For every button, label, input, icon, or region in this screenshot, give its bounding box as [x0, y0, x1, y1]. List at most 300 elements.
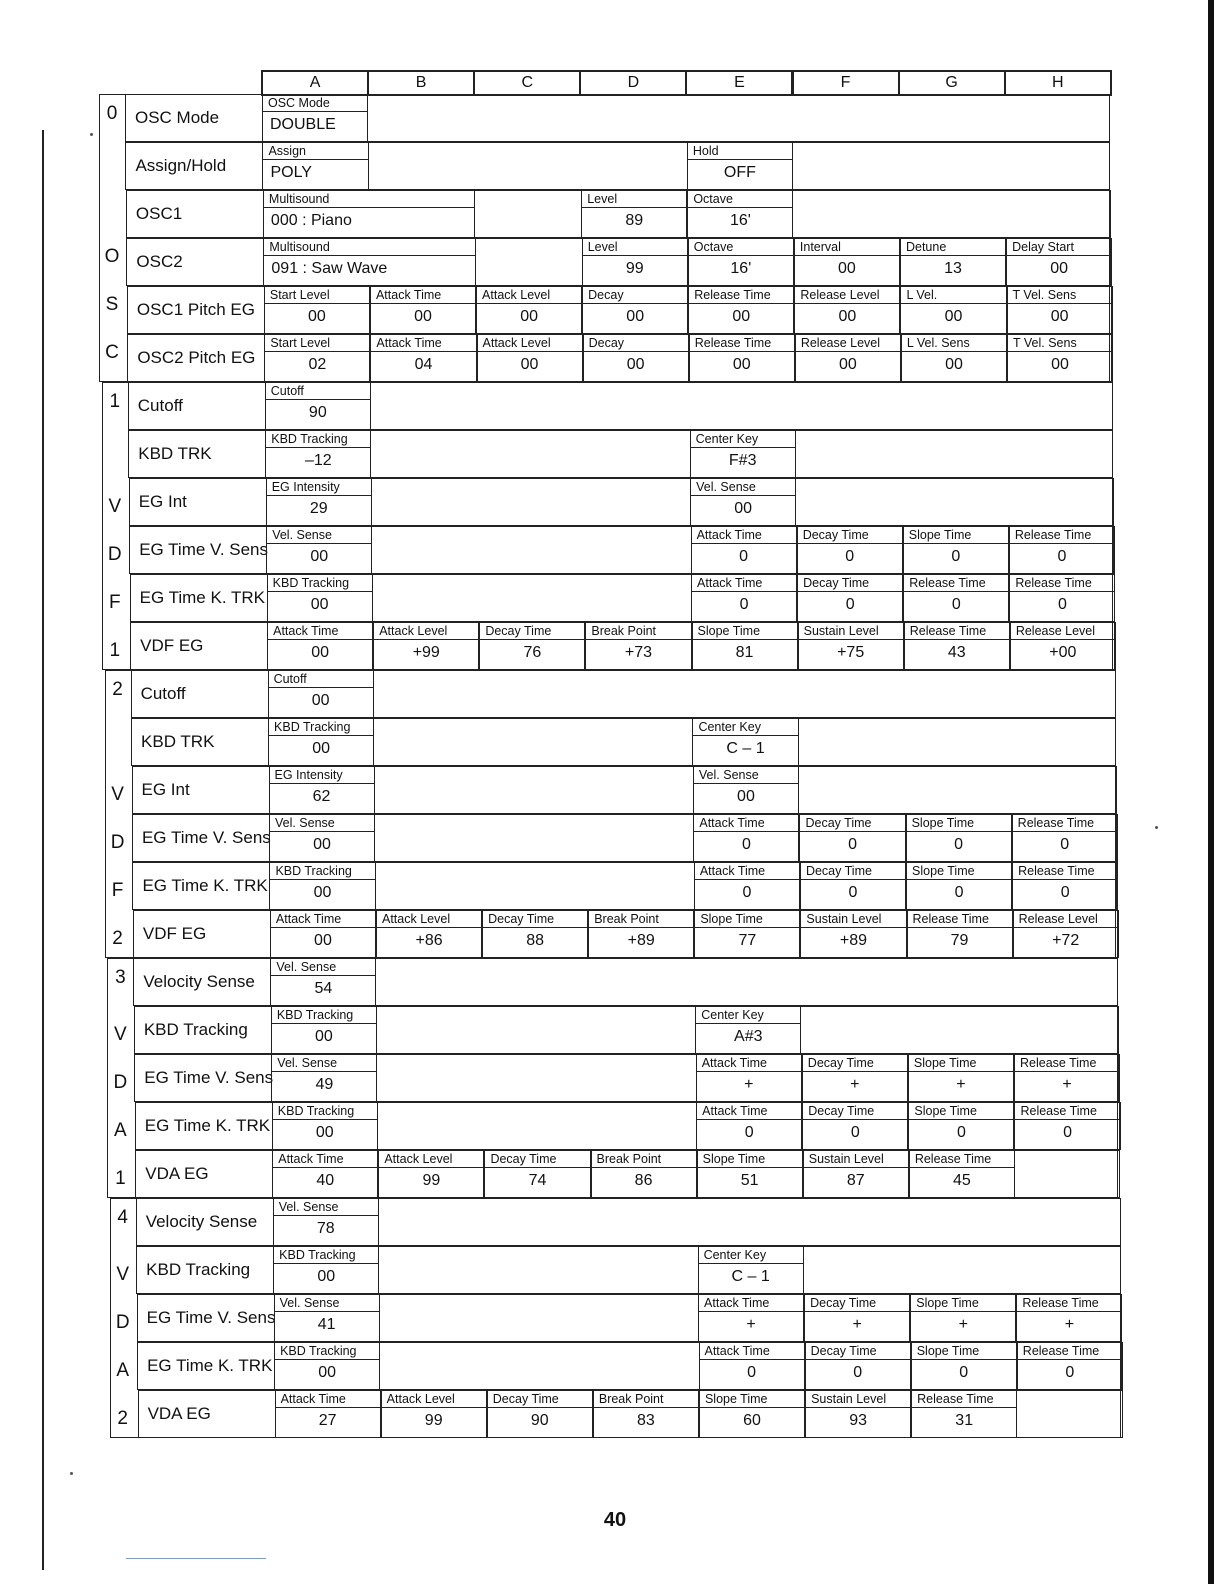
cell-label-divider — [266, 495, 372, 496]
cell-label-divider — [262, 111, 368, 112]
cell-label-divider — [262, 159, 368, 160]
section-letter: A — [116, 1359, 130, 1381]
cell-value: 0 — [853, 1364, 863, 1381]
column-header-c: C — [473, 70, 581, 96]
cell-value: 81 — [735, 644, 754, 661]
cell-label-divider — [800, 927, 906, 928]
cell-value: F#3 — [728, 452, 757, 469]
cell-label: Attack Time — [275, 912, 342, 926]
cell-label: T Vel. Sens — [1012, 288, 1077, 302]
section-letter: 2 — [117, 1407, 128, 1429]
cell-label: Break Point — [598, 1392, 664, 1406]
row-label: OSC1 — [135, 204, 183, 223]
section-letter: C — [105, 342, 119, 364]
cell-label: Vel. Sense — [276, 960, 337, 974]
cell-label: Start Level — [270, 336, 331, 350]
cell-label-divider — [697, 1167, 803, 1168]
cell-label: Sustain Level — [808, 1152, 884, 1166]
cell-label: Octave — [693, 192, 733, 206]
cell-label-divider — [693, 783, 799, 784]
cell-value: 90 — [530, 1412, 549, 1429]
cell-label: L Vel. — [906, 288, 938, 302]
cell-label-divider — [1013, 927, 1119, 928]
cell-label: Cutoff — [270, 384, 304, 398]
cell-label: Release Level — [1015, 624, 1096, 638]
cell-label: Release Time — [909, 624, 987, 638]
cell-label-divider — [370, 303, 476, 304]
cell-label-divider — [908, 1071, 1014, 1072]
cell-label-divider — [267, 639, 373, 640]
cell-label-divider — [1007, 351, 1113, 352]
cell-label-divider — [479, 639, 585, 640]
cell-label-divider — [1014, 1119, 1120, 1120]
cell-label: KBD Tracking — [276, 1008, 354, 1022]
cell-value: 87 — [846, 1172, 865, 1189]
section-letter: O — [104, 246, 120, 268]
cell-value: 0 — [744, 1124, 754, 1141]
cell-value: OFF — [723, 164, 756, 181]
cell-value: + — [746, 1316, 756, 1333]
cell-value: 0 — [850, 1124, 860, 1141]
row-label: EG Time K. TRK — [144, 1116, 271, 1135]
cell-label: Release Time — [1018, 864, 1095, 878]
cell-value: 00 — [311, 644, 330, 661]
cell-value: + — [956, 1076, 966, 1093]
column-header-f: F — [792, 70, 900, 96]
cell-label-divider — [900, 303, 1006, 304]
cell-label-divider — [689, 351, 795, 352]
section-number: 0 — [106, 103, 118, 124]
cell-label-divider — [901, 351, 1007, 352]
cell-label: Multisound — [268, 192, 330, 206]
cell-label: Decay Time — [488, 912, 555, 926]
row-label: Velocity Sense — [145, 1212, 258, 1231]
cell-label-divider — [797, 543, 903, 544]
cell-value: 0 — [1063, 1124, 1072, 1141]
cell-label: Center Key — [701, 1008, 764, 1022]
cell-label: Attack Time — [704, 1344, 770, 1358]
cell-label: OSC Mode — [268, 96, 330, 110]
cell-label-divider — [269, 783, 375, 784]
cell-label: Attack Time — [704, 1296, 770, 1310]
section-letter: V — [108, 495, 122, 517]
cell-label: Center Key — [698, 720, 761, 734]
cell-value: 74 — [528, 1172, 547, 1189]
cell-label: Start Level — [269, 288, 330, 302]
cell-value: 27 — [318, 1412, 337, 1429]
cell-label-divider — [688, 255, 794, 256]
cell-label-divider — [795, 351, 901, 352]
cell-value: 0 — [848, 884, 858, 901]
cell-label-divider — [692, 639, 798, 640]
cell-value: 00 — [1050, 308, 1069, 325]
cell-label-divider — [582, 303, 688, 304]
cell-label-divider — [1012, 879, 1118, 880]
cell-label-divider — [370, 351, 476, 352]
row-label: KBD TRK — [138, 444, 212, 463]
page-number: 40 — [603, 1509, 627, 1531]
cell-value: 00 — [308, 308, 326, 325]
cell-value: + — [1062, 1076, 1072, 1093]
cell-label: Slope Time — [912, 864, 975, 878]
cell-label-divider — [484, 1167, 590, 1168]
cell-value: 00 — [414, 308, 432, 325]
cell-label: Attack Time — [697, 576, 763, 590]
cell-label-divider — [269, 879, 375, 880]
column-header-h: H — [1004, 70, 1112, 96]
cell-label: Decay Time — [802, 528, 869, 542]
cell-label-divider — [583, 351, 689, 352]
row-label: VDA EG — [147, 1404, 211, 1423]
section-letter: S — [105, 294, 119, 316]
cell-label-divider — [273, 1263, 379, 1264]
cell-label-divider — [585, 639, 691, 640]
row-label: KBD TRK — [141, 732, 215, 751]
section-letter: 1 — [109, 639, 121, 661]
cell-label: Detune — [905, 240, 947, 254]
cell-label-divider — [691, 591, 797, 592]
cell-label: Break Point — [596, 1152, 662, 1166]
cell-label-divider — [797, 591, 903, 592]
row-label: VDA EG — [145, 1164, 209, 1183]
cell-value: +89 — [839, 932, 868, 949]
cell-label: Level — [587, 192, 618, 206]
cell-label-divider — [903, 543, 1009, 544]
cell-value: 00 — [838, 356, 857, 373]
cell-label: Attack Time — [702, 1104, 768, 1118]
cell-label-divider — [476, 303, 582, 304]
cell-label: Release Time — [694, 336, 772, 350]
cell-label: KBD Tracking — [272, 576, 350, 590]
row-label: Cutoff — [137, 396, 183, 415]
cell-value: 49 — [315, 1076, 334, 1093]
cell-label-divider — [267, 591, 373, 592]
cell-label-divider — [1016, 1311, 1122, 1312]
cell-label-divider — [582, 255, 688, 256]
cell-label: Decay Time — [803, 576, 870, 590]
cell-value: 40 — [316, 1172, 335, 1189]
cell-value: 99 — [422, 1172, 441, 1189]
cell-label: Attack Level — [482, 288, 551, 302]
cell-label: Multisound — [269, 240, 330, 254]
cell-value: 000 : Piano — [270, 212, 352, 229]
cell-label-divider — [266, 543, 372, 544]
cell-label-divider — [274, 1311, 380, 1312]
cell-label: Release Time — [912, 912, 989, 926]
cell-label-divider — [906, 879, 1012, 880]
cell-value: +89 — [627, 932, 655, 949]
cell-label-divider — [581, 207, 687, 208]
cell-label: Attack Level — [482, 336, 551, 350]
cell-label-divider — [911, 1359, 1017, 1360]
cell-label: Decay Time — [810, 1344, 877, 1358]
cell-label-divider — [378, 1167, 484, 1168]
cell-label: Slope Time — [697, 624, 761, 638]
cell-value: +00 — [1049, 644, 1077, 661]
cell-label-divider — [904, 639, 1010, 640]
cell-value: 0 — [845, 596, 855, 613]
cell-label: EG Intensity — [271, 480, 340, 494]
row-label: EG Time K. TRK — [139, 588, 265, 607]
cell-label-divider — [487, 1407, 593, 1408]
cell-label-divider — [909, 1167, 1015, 1168]
cell-value: 00 — [520, 308, 538, 325]
cell-value: 00 — [1051, 356, 1069, 373]
cell-label: Slope Time — [911, 816, 975, 830]
cell-label-divider — [799, 831, 905, 832]
cell-label: Delay Start — [1012, 240, 1074, 254]
cell-label-divider — [275, 1407, 381, 1408]
cell-label: Release Time — [1020, 1104, 1097, 1118]
cell-label-divider — [1007, 303, 1113, 304]
cell-label-divider — [268, 735, 374, 736]
cell-label-divider — [693, 831, 799, 832]
cell-value: 90 — [308, 404, 327, 421]
cell-value: 83 — [637, 1412, 655, 1429]
cell-label: Decay Time — [808, 1104, 875, 1118]
cell-label: Attack Time — [375, 288, 442, 302]
row-label: EG Time K. TRK — [142, 876, 268, 895]
cell-label-divider — [1006, 255, 1112, 256]
cell-label-divider — [798, 639, 904, 640]
cell-label: Decay — [588, 288, 624, 302]
cell-value: 00 — [732, 308, 751, 325]
cell-value: 62 — [312, 788, 331, 805]
section-letter: V — [114, 1023, 127, 1045]
cell-value: 29 — [309, 500, 328, 517]
cell-label: Release Time — [909, 576, 986, 590]
cell-value: 54 — [314, 980, 333, 997]
cell-label: Break Point — [594, 912, 659, 926]
cell-label: EG Intensity — [274, 768, 343, 782]
cell-label-divider — [381, 1407, 487, 1408]
cell-label-divider — [274, 1359, 380, 1360]
cell-label: Slope Time — [916, 1296, 979, 1310]
cell-value: 99 — [424, 1412, 443, 1429]
cell-label: Decay Time — [490, 1152, 557, 1166]
row-label: VDF EG — [140, 636, 204, 655]
cell-value: 0 — [747, 1364, 756, 1381]
cell-label-divider — [1009, 591, 1115, 592]
cell-value: 0 — [954, 836, 964, 853]
cell-label: Slope Time — [916, 1344, 980, 1358]
cell-value: 00 — [737, 788, 755, 805]
cell-value: +86 — [415, 932, 443, 949]
cell-label-divider — [903, 591, 1009, 592]
cell-label-divider — [805, 1407, 911, 1408]
cell-value: 45 — [952, 1172, 971, 1189]
cell-value: 0 — [954, 884, 964, 901]
cell-label: T Vel. Sens — [1013, 336, 1077, 350]
cell-label-divider — [794, 255, 900, 256]
cell-value: 0 — [1057, 548, 1067, 565]
cell-label: Release Time — [1015, 576, 1092, 590]
cell-value: 00 — [311, 692, 330, 709]
cell-label-divider — [1014, 1071, 1120, 1072]
section-letter: D — [110, 831, 125, 853]
cell-label: Slope Time — [700, 912, 763, 926]
cell-value: 00 — [317, 1268, 336, 1285]
cell-value: 79 — [950, 932, 969, 949]
cell-label-divider — [695, 1023, 801, 1024]
column-header-e: E — [685, 70, 793, 96]
cell-value: 0 — [739, 548, 749, 565]
row-label: EG Time V. Sens — [139, 540, 269, 559]
cell-label: Release Time — [914, 1152, 992, 1166]
cell-label: Octave — [693, 240, 734, 254]
cell-label-divider — [900, 255, 1006, 256]
cell-label: Vel. Sense — [696, 480, 756, 494]
cell-value: 00 — [520, 356, 539, 373]
cell-value: 41 — [317, 1316, 336, 1333]
row-label: OSC1 Pitch EG — [136, 300, 255, 319]
cell-label: Release Time — [1017, 816, 1095, 830]
section-letter: V — [116, 1263, 130, 1285]
cell-value: + — [850, 1076, 860, 1093]
cell-label-divider — [696, 1119, 802, 1120]
cell-value: C – 1 — [726, 740, 765, 757]
cell-label-divider — [272, 1119, 378, 1120]
cell-label: Vel. Sense — [279, 1296, 340, 1310]
cell-label-divider — [263, 255, 475, 256]
cell-label: Level — [587, 240, 618, 254]
cell-value: 00 — [838, 308, 857, 325]
speck — [70, 1472, 73, 1475]
cell-value: 00 — [734, 500, 753, 517]
row-label: EG Int — [141, 780, 190, 799]
cell-value: 00 — [313, 884, 332, 901]
cell-label-divider — [270, 975, 376, 976]
cell-value: 16' — [729, 212, 751, 229]
row-label: Assign/Hold — [135, 156, 227, 175]
cell-value: +72 — [1052, 932, 1080, 949]
section-letter: D — [113, 1071, 128, 1093]
cell-value: 99 — [625, 260, 644, 277]
cell-value: 04 — [414, 356, 433, 373]
cell-label-divider — [263, 207, 475, 208]
cell-label-divider — [803, 1167, 909, 1168]
cell-value: 93 — [849, 1412, 867, 1429]
cell-label: Decay Time — [807, 1056, 874, 1070]
cell-label: Attack Level — [386, 1392, 455, 1406]
cell-label-divider — [692, 735, 798, 736]
row-label: OSC2 — [136, 252, 183, 271]
row-label: OSC Mode — [135, 108, 220, 127]
cell-label: Attack Time — [701, 1056, 767, 1070]
cell-label: Release Time — [1014, 528, 1092, 542]
section-letter: A — [114, 1119, 127, 1141]
cell-value: 00 — [314, 1028, 333, 1045]
cell-label-divider — [591, 1167, 697, 1168]
cell-value: A#3 — [734, 1028, 763, 1045]
cell-label-divider — [270, 927, 376, 928]
cell-value: 0 — [845, 548, 855, 565]
cell-label-divider — [588, 927, 694, 928]
cell-value: 00 — [318, 1364, 337, 1381]
section-number: 3 — [115, 967, 126, 988]
row-label: EG Time V. Sens — [146, 1308, 276, 1327]
cell-value: 0 — [742, 884, 752, 901]
cell-label-divider — [264, 303, 370, 304]
row-label: KBD Tracking — [143, 1020, 248, 1039]
cell-label-divider — [908, 1119, 1014, 1120]
cell-label: Sustain Level — [811, 1392, 887, 1406]
cell-value: +75 — [837, 644, 865, 661]
cell-label: Attack Time — [376, 336, 442, 350]
cell-value: 00 — [314, 932, 332, 949]
cell-label: Release Time — [1022, 1344, 1100, 1358]
cell-label: Vel. Sense — [277, 1056, 338, 1070]
cell-label: Release Time — [694, 288, 771, 302]
cell-value: C – 1 — [731, 1268, 770, 1285]
cell-label: Sustain Level — [806, 912, 882, 926]
cell-label: Slope Time — [908, 528, 972, 542]
cell-label: KBD Tracking — [275, 864, 352, 878]
cell-label: Decay Time — [492, 1392, 559, 1406]
cell-label-divider — [794, 303, 900, 304]
cell-label: Cutoff — [273, 672, 307, 686]
cell-label-divider — [802, 1119, 908, 1120]
cell-value: 00 — [945, 356, 963, 373]
cell-label: Decay Time — [805, 864, 872, 878]
cell-value: 60 — [743, 1412, 761, 1429]
cell-label-divider — [907, 927, 1013, 928]
column-header-b: B — [367, 70, 475, 96]
cell-label: Center Key — [703, 1248, 767, 1262]
cell-label-divider — [269, 831, 375, 832]
cell-value: 00 — [310, 548, 329, 565]
cell-value: 00 — [1050, 260, 1069, 277]
cell-value: 89 — [625, 212, 644, 229]
cell-value: 00 — [315, 1124, 334, 1141]
cell-label: Sustain Level — [803, 624, 879, 638]
cell-value: 0 — [739, 596, 749, 613]
cell-label: Attack Time — [280, 1392, 346, 1406]
cell-label-divider — [265, 399, 371, 400]
cell-value: 88 — [526, 932, 545, 949]
cell-value: 0 — [956, 1124, 966, 1141]
cell-label-divider — [688, 303, 794, 304]
cell-label: Release Level — [1018, 912, 1098, 926]
cell-label: Attack Level — [379, 624, 448, 638]
cell-label-divider — [1012, 831, 1118, 832]
cell-label: Release Level — [800, 336, 881, 350]
cell-value: 00 — [313, 836, 331, 853]
cell-label: Vel. Sense — [272, 528, 332, 542]
section-letter: V — [111, 783, 124, 805]
row-label: EG Time V. Sens — [144, 1068, 274, 1087]
row-label: EG Int — [138, 492, 187, 511]
cell-label: Attack Time — [273, 624, 339, 638]
cell-value: 0 — [848, 836, 857, 853]
cell-label-divider — [800, 879, 906, 880]
cell-value: 86 — [634, 1172, 653, 1189]
cell-label-divider — [910, 1311, 1016, 1312]
cell-value: 00 — [944, 308, 963, 325]
cell-value: 0 — [1060, 884, 1070, 901]
section-letter: D — [115, 1311, 130, 1333]
cell-label: Attack Time — [699, 816, 765, 830]
cell-value: 02 — [308, 356, 327, 373]
cell-label-divider — [690, 447, 796, 448]
cell-label: Slope Time — [704, 1392, 768, 1406]
cell-label: Hold — [692, 144, 719, 158]
cell-value: 00 — [626, 356, 645, 373]
cell-label-divider — [264, 351, 370, 352]
section-letter: F — [108, 591, 121, 613]
cell-label: Break Point — [591, 624, 657, 638]
row-label: OSC2 Pitch EG — [137, 348, 256, 367]
